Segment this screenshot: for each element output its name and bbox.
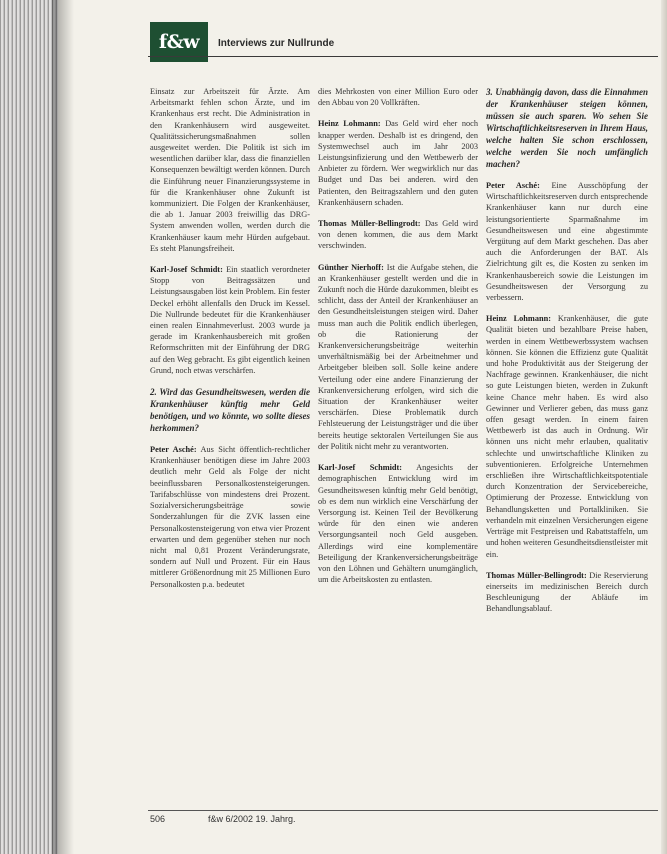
speaker-paragraph (318, 118, 478, 208)
page-number: 506 (150, 814, 166, 824)
speaker-name: Thomas Müller-Bellingrodt: (318, 219, 421, 229)
speaker-text: Krankenhäuser, die gute Qualität bieten und bezahlbare Preise haben, werden in einem Wettbewerbssystem wachsen können. Sie können die Effizienz gute Qualität und hohe Produktivität aus der Steigerung der Nachfrage gewinnen. Krankenhäuser, die nicht so gute Leistungen bieten, werden in Zukunft keine Chance mehr haben. Es wird also Gewinner und Verlierer geben, das muss ganz offen gesagt werden. In einem fairen Wettbewerb ist das auch in Ordnung. Wir können uns nicht mehr erlauben, qualitativ schlechte und unwirtschaftliche Kliniken zu subventionieren. Erfolgreiche Unternehmen erschließen ihre Wirtschaftlichkeitspotentiale durch Konzentration der Servicebereiche, Optimierung der Prozesse. Entwicklung von Behandlungsketten und Portalkliniken. Sie verhandeln mit einzelnen Versicherungen eigene Verträge mit Festpreisen und Rabattstaffeln, um und hohen weiteren Gesundheitsdienstleister mit ein. (486, 314, 648, 559)
speaker-name: Karl-Josef Schmidt: (150, 265, 223, 275)
speaker-name: Karl-Josef Schmidt: (318, 463, 403, 473)
question-paragraph: 3. Unabhängig davon, dass die Einnahmen der Krankenhäuser steigen können, müssen sie auch sparen. Wo sehen Sie Wirtschaftlichkeitsreserven in Ihrem Haus, welche halten Sie schon erschlossen, welche werden Sie noch umfänglich machen? (486, 87, 648, 169)
speaker-name: Heinz Lohmann: (318, 119, 381, 129)
fw-logo: f&w (150, 22, 208, 62)
speaker-text: Angesichts der demographischen Entwicklung wird im Gesundheitswesen künftig mehr Geld benötigt, ob es dem nun wirklich eine Verschärfung der Versorgung ist. Keinen Teil der Bevölkerung würde für den einen wie anderen Versorgungsanteil noch Geld ausgeben. Allerdings wird eine komplementäre Beteiligung der Krankenversicherungsbeiträge von den Löhnen und Gehältern unumgänglich, um die Arbeitskosten zu entlasten. (318, 463, 479, 585)
speaker-name: Günther Nierhoff: (318, 262, 384, 272)
speaker-paragraph (486, 180, 648, 303)
speaker-paragraph (318, 462, 478, 585)
right-page-edge (661, 0, 667, 854)
binding-shadow (52, 0, 74, 854)
speaker-text: Das Geld wird von denen kommen, die aus dem Markt verschwinden. (318, 219, 478, 251)
body-paragraph: Einsatz zur Arbeitszeit für Ärzte. Am Arbeitsmarkt fehlen schon Ärzte, und im Krankenhaus erst recht. Die Administration in den Krankenhäusern wird ausgeweitet. Qualitätssicherungsmaßnahmen sollen ausgeweitet werden. Die Politik ist sich im wesentlichen darüber klar, dass die finanziellen Konsequenzen bewältigt werden können. Durch die Einführung neuer Finanzierungssysteme in für die Krankenhäuser ohne Zukunft ist kommuniziert. Die Folgen der Krankenhäuser, die ab 1. Januar 2003 freiwillig das DRG-System anwenden wollen, werden durch die Krankenhäuser kaum mehr Hürden aufgebaut. Es steht Planungsfreiheit. (150, 87, 310, 253)
speaker-paragraph (150, 444, 310, 590)
speaker-name: Peter Asché: (150, 445, 197, 455)
column-2 (318, 86, 478, 595)
speaker-name: Heinz Lohmann: (486, 314, 551, 324)
speaker-text: Das Geld wird eher noch knapper werden. Deshalb ist es dringend, den Systemwechsel auch im Jahr 2003 Leistungsinfizierung und den Wettbewerb der Anbieter zu fördern. Wer wegwirklich nur das Budget und Das bei anderen. wird den Patienten, den Beitragszahlern und den guten Krankenhäusern schaden. (318, 119, 478, 207)
footer-divider (148, 810, 658, 811)
speaker-paragraph (318, 218, 478, 252)
speaker-paragraph (318, 262, 478, 452)
header-divider (148, 56, 658, 57)
column-1 (150, 86, 310, 600)
speaker-name: Peter Asché: (486, 181, 540, 190)
column-3 (486, 86, 648, 625)
speaker-name: Thomas Müller-Bellingrodt: (486, 570, 587, 580)
speaker-text: Eine Ausschöpfung der Wirtschaftlichkeitsreserven durch entsprechende Krankenhäuser kann nur durch eine leistungsorientierte Sparmaßnahme im Gesundheitswesen und eine abgestimmte Vergütung auf dem Markt geschehen. Das aber auch die Anforderungen der BAT. Als Zielrichtung gilt es, die Kosten zu senken im Krankenhausbereich sowie die Leistungen im Gesundheitswesen der Versorgung zu verbessern. (486, 181, 648, 303)
speaker-paragraph (486, 313, 648, 559)
speaker-paragraph (486, 570, 648, 615)
speaker-text: Aus Sicht öffentlich-rechtlicher Krankenhäuser benötigen diese im Jahre 2003 deutlich mehr Geld als Folge der nicht beeinflussbaren Personalkostensteigerungen. Tarifabschlüsse von mindestens drei Prozent. Sozialversicherungsbeiträge sowie Sonderzahlungen für die ZVK lassen eine Personalkostensteigerung von etwa vier Prozent erwarten und dem gegenüber stehen nur noch nicht mal 0,81 Prozent Veränderungsrate, sondern auf Null und Prozent. Für ein Haus mittlerer Größenordnung mit 25 Millionen Euro Personalkosten p.a. bedeutet (150, 445, 310, 589)
question-paragraph: 2. Wird das Gesundheitswesen, werden die Krankenhäuser künftig mehr Geld benötigen, und wo könnte, wo sollte dieses herkommen? (150, 387, 310, 434)
speaker-text: Ist die Aufgabe stehen, die an Krankenhäuser gestellt werden und die in Zukunft noch die Hürde dazukommen, bleibt es schlicht, dass der Anteil der Krankenhäuser an den Gesundheitsleistungen steigen wird. Daher muss man auch die Politik endlich überlegen, ob die Rationierung der Krankenversicherungsbeiträge weiterhin unverhältnismäßig bei der Arbeitnehmer und Arbeitgeber bleiben soll. Solle keine andere Verteilung oder eine andere Finanzierung der Krankenversicherung erfolgen, wird sich die Situation der Krankenhäuser weiter verschärfen. Diese Problematik durch Fehlsteuerung der Leistungsträger und die über bereits heutige sektoralen Verteilungen Sie aus der Politik nicht mehr zu verantworten. (318, 262, 479, 451)
journal-citation: f&w 6/2002 19. Jahrg. (208, 814, 296, 824)
speaker-paragraph (150, 264, 310, 376)
section-title: Interviews zur Nullrunde (218, 38, 335, 49)
speaker-text: Ein staatlich verordneter Stopp von Beitragssätzen und Leistungsausgaben löst kein Problem. Ein fester Deckel erhöht allenfalls den Druck im Kessel. Die Nullrunde bedeutet für die Krankenhäuser einen realen Einnahmeverlust. 2003 wurde ja gerade im Krankenhausbereich mit großen Reformschritten mit der Einführung der DRG auf den Weg gebracht. Es gibt eigentlich keinen Grund, noch etwas verschärfen. (150, 265, 310, 375)
book-page-edges (0, 0, 58, 854)
body-paragraph: dies Mehrkosten von einer Million Euro oder den Abbau von 20 Vollkräften. (318, 87, 478, 108)
speaker-text: Die Reservierung einerseits im medizinischen Bereich durch Beschleunigung der Abläufe im Behandlungsablauf. (486, 570, 648, 614)
